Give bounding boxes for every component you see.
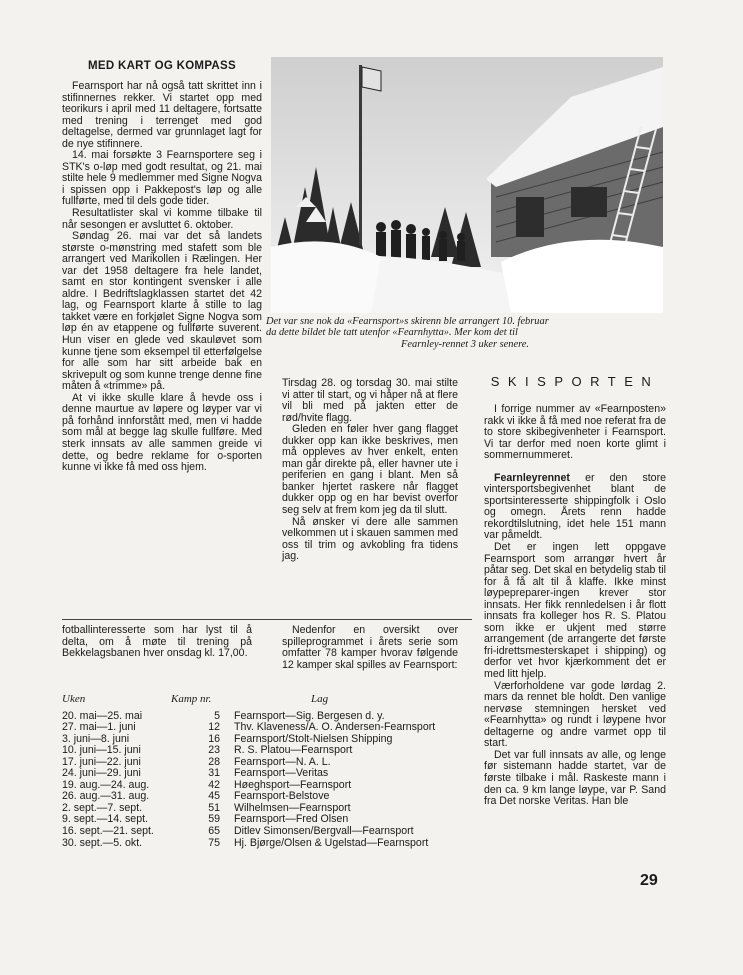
teams-cell: Høeghsport—Fearnsport — [234, 778, 352, 791]
paragraph: Tirsdag 28. og torsdag 30. mai stilte vi atter til start, og vi håper nå at flere vil bli med på jakten etter de rød/hvite flagg. — [282, 377, 458, 424]
paragraph: Søndag 26. mai var det så landets største o-mønstring med stafett som ble arrangert ved Marikollen i Rælingen. Her var det 1958 deltagere fra hele landet, samt en stor kontingent svensker i alle aldre. I Bedriftslagklassen startet det 42 lag, og Fearnsport klarte å stille to lag takket være en forkjølet Signe Nogva som løp én av etappene og fullførte suverent. Hun viser en glede ved skauløvet som kunne tjene som eksempel til etterfølgelse for alle som har sitt arbeide bak en skrivepult og som kunne trenge denne fine måten å «trimme» på. — [62, 230, 262, 393]
table-row — [60, 745, 472, 757]
match-no-cell: 12 — [208, 721, 220, 734]
teams-cell: Fearnsport—Fred Olsen — [234, 813, 349, 826]
teams-cell: R. S. Platou—Fearnsport — [234, 744, 353, 757]
teams-cell: Wilhelmsen—Fearnsport — [234, 801, 351, 814]
photo-caption — [266, 316, 664, 350]
paragraph: Resultatlister skal vi komme tilbake til når sesongen er avsluttet 6. oktober. — [62, 207, 262, 231]
article-body-kart — [62, 81, 262, 474]
section-divider — [62, 619, 472, 620]
week-cell: 2. sept.—7. sept. — [62, 801, 143, 814]
week-cell: 10. juni—15. juni — [62, 744, 141, 757]
match-no-cell: 16 — [208, 732, 220, 745]
week-cell: 30. sept.—5. okt. — [62, 836, 143, 849]
caption-line: Det var sne nok da «Fearnsport»s skirenn ble arrangert 10. februar — [266, 316, 549, 327]
teams-cell: Fearnsport—N. A. L. — [234, 755, 331, 768]
match-no-cell: 75 — [208, 836, 220, 849]
teams-cell: Fearnsport—Sig. Bergesen d. y. — [234, 709, 385, 722]
page-number: 29 — [640, 872, 658, 889]
match-no-cell: 28 — [208, 755, 220, 768]
paragraph: Nedenfor en oversikt over spilleprogrammet i årets serie som omfatter 78 kamper hvorav følgende 12 kamper skal spilles av Fearnsport: — [282, 624, 458, 671]
match-no-cell: 5 — [214, 709, 220, 722]
teams-cell: Ditlev Simonsen/Bergvall—Fearnsport — [234, 825, 414, 838]
paragraph — [484, 473, 666, 542]
week-cell: 24. juni—29. juni — [62, 767, 141, 780]
paragraph: Det var full innsats av alle, og lenge før sistemann hadde startet, var de første tilbake i mål. Raskeste mann i den ca. 9 km lange løype, var P. Sand fra Det norske Veritas. Han ble — [484, 748, 666, 808]
teams-cell: Fearnsport-Belstove — [234, 790, 330, 803]
paragraph: Gleden en føler hver gang flagget dukker opp kan ikke beskrives, men må oppleves av hver enkelt, enten man går direkte på, eller havner ute i periferien en gang i blant. Men så banker hjertet raskere når flagget dukker opp og en har bevist overfor seg selv at frem kom jeg da til slutt. — [282, 423, 458, 517]
table-body — [60, 711, 472, 850]
table-row — [60, 838, 472, 850]
paragraph: Nå ønsker vi dere alle sammen velkommen ut i skauen sammen med oss til trim og avkobling fra tidens jag. — [282, 515, 458, 563]
paragraph: Fearnsport har nå også tatt skrittet inn i stifinnernes rekker. Vi startet opp med teorikurs i april med 11 deltagere, fortsatte med trening i terrenget med god deltagelse, dermed var grunnlaget lagt for de nye stifinnere. — [62, 80, 262, 150]
football-intro-left — [62, 625, 252, 660]
match-no-cell: 65 — [208, 825, 220, 838]
teams-cell: Fearnsport—Veritas — [234, 767, 329, 780]
table-header — [60, 694, 472, 706]
match-schedule-table — [60, 694, 472, 849]
photo-illustration — [271, 57, 663, 313]
teams-cell: Fearnsport/Stolt-Nielsen Shipping — [234, 732, 393, 745]
match-no-cell: 51 — [208, 801, 220, 814]
caption-line: da dette bildet ble tatt utenfor «Fearnhytta». Mer kom det til — [266, 327, 518, 339]
paragraph: At vi ikke skulle klare å hevde oss i denne maurtue av løpere og løyper var vi på forhånd innforstått med, men vi hadde som mål at begge lag skulle fullføre. Med sterk innsats av alle sammen greide vi dette, og bedre reklame for o-sporten kunne vi ikke få med oss hjem. — [62, 391, 262, 474]
article-heading-kart: MED KART OG KOMPASS — [88, 60, 236, 72]
match-no-cell: 59 — [208, 813, 220, 826]
paragraph-rest: er den store vintersportsbegivenhet blant de sportsinteresserte shippingfolk i Oslo og omegn. Årets renn hadde rekordtilslutning, idet hele 151 mann var påmeldt. — [484, 471, 666, 542]
paragraph: I forrige nummer av «Fearnposten» rakk vi ikke å få med noe referat fra de to store skibegivenheter i Fearnsport. Vi tar derfor med noen korte glimt i sommernummeret. — [484, 403, 666, 462]
teams-cell: Hj. Bjørge/Olsen & Ugelstad—Fearnsport — [234, 836, 429, 849]
col-header-match-no: Kamp nr. — [171, 693, 212, 705]
week-cell: 19. aug.—24. aug. — [62, 778, 150, 791]
week-cell: 26. aug.—31. aug. — [62, 790, 150, 803]
week-cell: 16. sept.—21. sept. — [62, 825, 154, 838]
ski-race-photo — [271, 57, 663, 313]
col-header-week: Uken — [62, 693, 86, 705]
match-no-cell: 45 — [208, 790, 220, 803]
match-no-cell: 31 — [208, 767, 220, 780]
match-no-cell: 23 — [208, 744, 220, 757]
article-body-kart-continued — [282, 378, 458, 563]
event-name: Fearnleyrennet — [494, 471, 570, 484]
week-cell: 3. juni—8. juni — [62, 732, 130, 745]
week-cell: 9. sept.—14. sept. — [62, 813, 148, 826]
col-header-teams: Lag — [311, 693, 329, 705]
teams-cell: Thv. Klaveness/A. O. Andersen-Fearnsport — [234, 721, 436, 734]
week-cell: 20. mai—25. mai — [62, 709, 143, 722]
paragraph: Værforholdene var gode lørdag 2. mars da rennet ble holdt. Den vanlige nervøse stemningen hersket ved «Fearnhytta» og rundt i løypene hvor deltagerne og andre varmet opp til start. — [484, 679, 666, 750]
match-no-cell: 42 — [208, 778, 220, 791]
paragraph: Det er ingen lett oppgave Fearnsport som arrangør hvert år påtar seg. Det skal en betydelig stab til for å få alt til å klaffe. Ikke minst løypepreparer-ingen krever stor innsats. Her fikk rennledelsen i år flott innsats fra kolleger hos R. S. Platou som ikke er ukjent med større arrangement (de arrangerte det første fri-idrettsmesterskapet i shipping) og derfor vet hvor kjærkomment det er med litt hjelp. — [484, 541, 666, 681]
table-row — [60, 722, 472, 734]
paragraph: fotballinteresserte som har lyst til å delta, om å møte til trening på Bekkelagsbanen hver onsdag kl. 17,00. — [62, 624, 252, 660]
week-cell: 27. mai—1. juni — [62, 721, 136, 734]
week-cell: 17. juni—22. juni — [62, 755, 141, 768]
football-intro-right — [282, 625, 458, 671]
caption-line: Fearnley-rennet 3 uker senere. — [401, 338, 529, 350]
table-row — [60, 826, 472, 838]
article-body-skisporten — [484, 404, 666, 808]
paragraph: 14. mai forsøkte 3 Fearnsportere seg i STK's o-løp med godt resultat, og 21. mai stilte hele 9 medlemmer med Signe Nogva i spissen opp i Pakkepost's løp og alle fullførte, med til dels gode tider. — [62, 149, 262, 208]
article-heading-skisporten: SKISPORTEN — [490, 374, 660, 389]
